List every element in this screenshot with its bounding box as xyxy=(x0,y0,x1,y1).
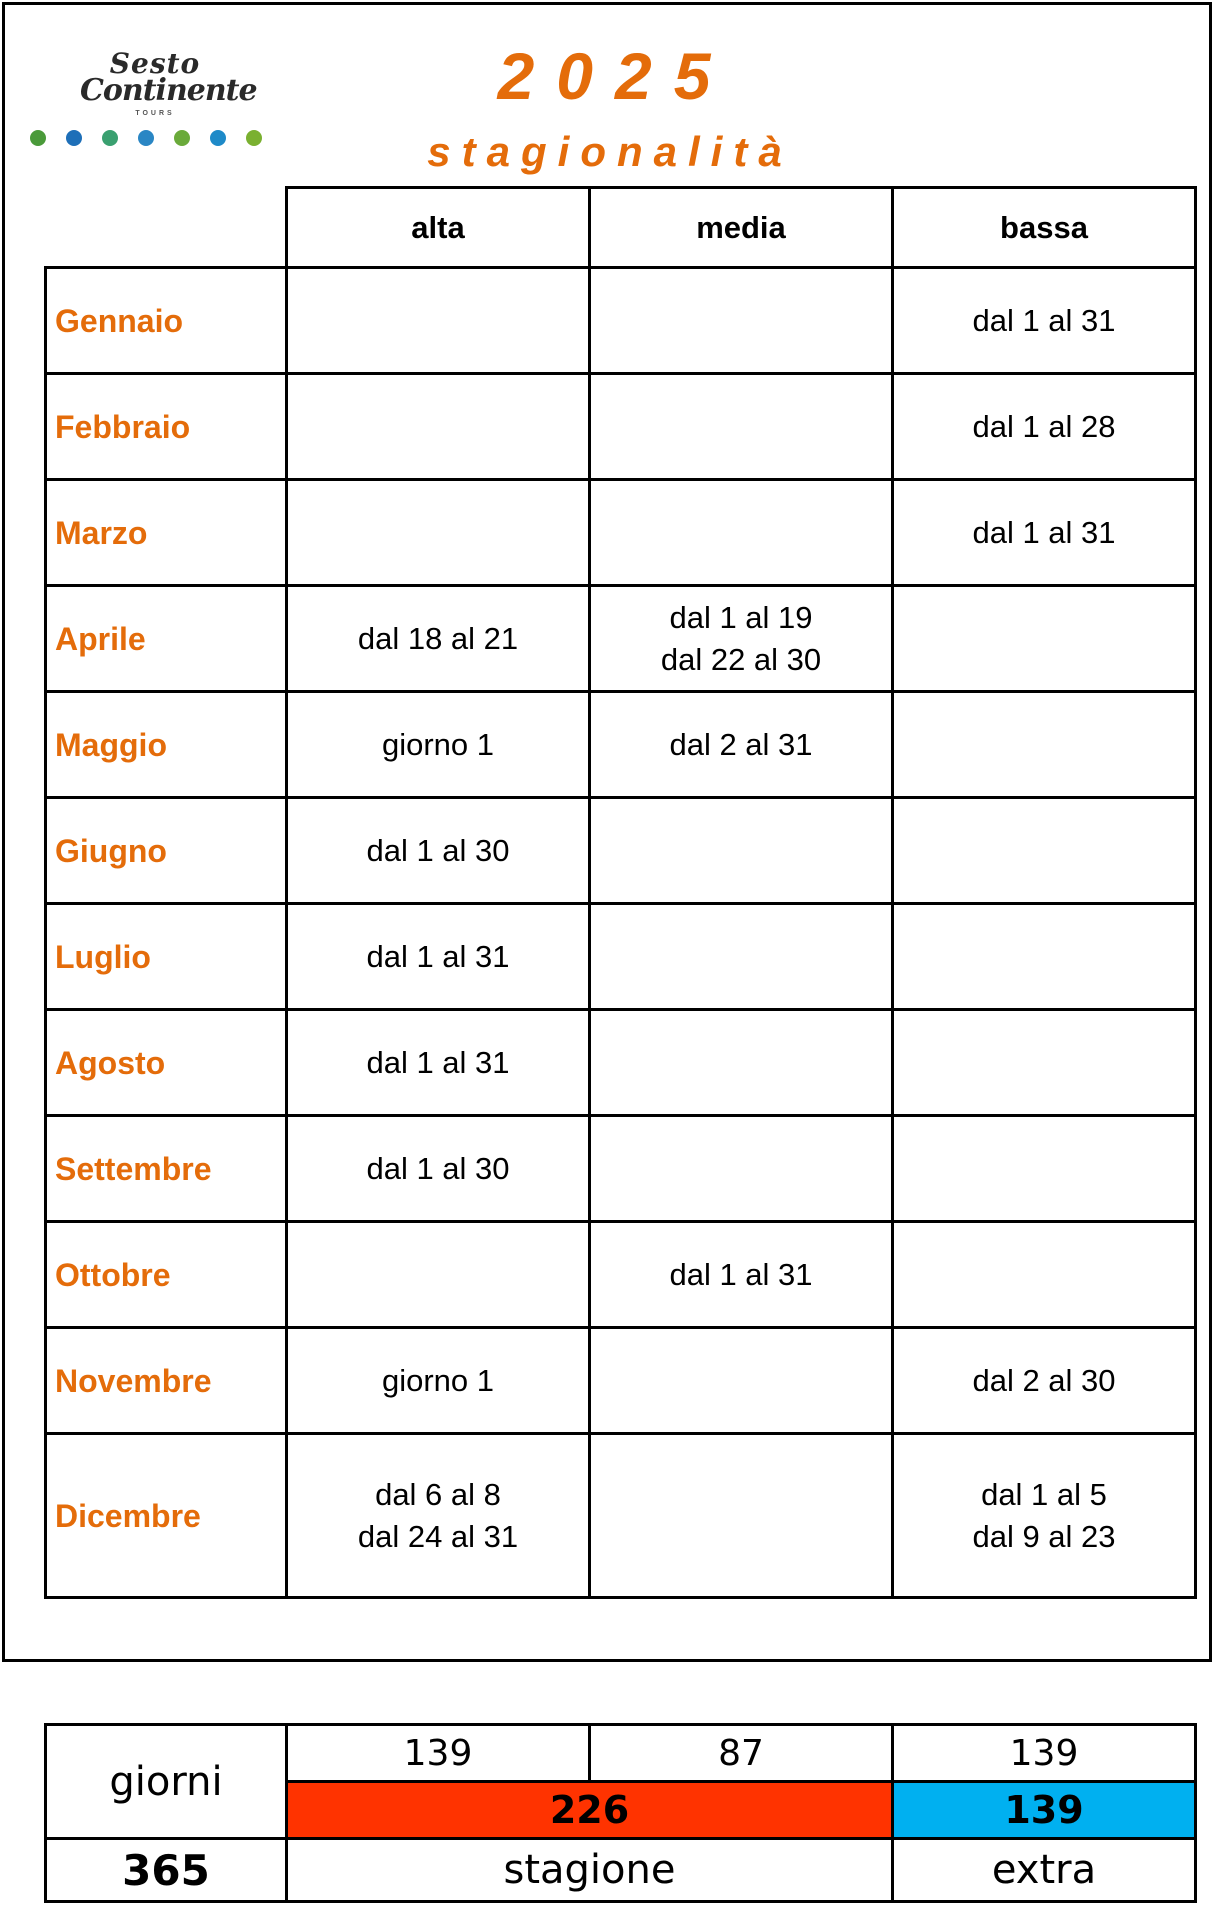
month-label: Novembre xyxy=(46,1328,287,1434)
date-range: dal 1 al 19 xyxy=(669,599,813,635)
cell-alta xyxy=(287,1116,590,1222)
date-range: dal 2 al 30 xyxy=(972,1362,1116,1398)
month-label: Giugno xyxy=(46,798,287,904)
column-header-alta: alta xyxy=(287,188,590,268)
date-range: dal 1 al 30 xyxy=(366,832,510,868)
cell-media xyxy=(590,1434,893,1598)
column-header-media: media xyxy=(590,188,893,268)
cell-alta xyxy=(287,798,590,904)
month-label: Luglio xyxy=(46,904,287,1010)
table-row xyxy=(46,1434,1196,1598)
cell-media xyxy=(590,1328,893,1434)
month-label: Febbraio xyxy=(46,374,287,480)
logo-wordmark xyxy=(80,47,257,117)
logo xyxy=(30,47,262,160)
cell-alta xyxy=(287,1328,590,1434)
bassa-days: 139 xyxy=(893,1725,1196,1782)
media-days: 87 xyxy=(590,1725,893,1782)
table-row xyxy=(46,374,1196,480)
month-label: Gennaio xyxy=(46,268,287,374)
header-blank-cell xyxy=(46,188,287,268)
cell-bassa xyxy=(893,1116,1196,1222)
table-row xyxy=(46,268,1196,374)
column-icon xyxy=(174,130,190,146)
subtitle: stagionalità xyxy=(427,128,793,175)
cell-media xyxy=(590,1116,893,1222)
date-range: dal 1 al 28 xyxy=(972,408,1116,444)
cell-bassa xyxy=(893,1434,1196,1598)
cell-alta xyxy=(287,374,590,480)
cell-alta xyxy=(287,692,590,798)
cell-bassa xyxy=(893,1010,1196,1116)
date-range: dal 1 al 31 xyxy=(972,302,1116,338)
stagione-label: stagione xyxy=(287,1839,893,1902)
year-title: 2025 xyxy=(497,39,733,113)
mountain-icon xyxy=(102,130,118,146)
summary-table xyxy=(44,1723,1197,1903)
cell-alta xyxy=(287,904,590,1010)
cell-media xyxy=(590,904,893,1010)
month-label: Maggio xyxy=(46,692,287,798)
date-range: dal 1 al 30 xyxy=(366,1150,510,1186)
cell-bassa xyxy=(893,586,1196,692)
date-range: dal 1 al 31 xyxy=(972,514,1116,550)
table-row xyxy=(46,904,1196,1010)
date-range: dal 1 al 5 xyxy=(981,1476,1107,1512)
cell-media xyxy=(590,268,893,374)
cell-bassa xyxy=(893,798,1196,904)
summary-days-row xyxy=(46,1725,1196,1782)
cell-alta xyxy=(287,1010,590,1116)
date-range: dal 1 al 31 xyxy=(366,938,510,974)
month-label: Aprile xyxy=(46,586,287,692)
cell-bassa xyxy=(893,480,1196,586)
month-label: Ottobre xyxy=(46,1222,287,1328)
giorni-label: giorni xyxy=(46,1725,287,1839)
cell-bassa xyxy=(893,374,1196,480)
alta-days: 139 xyxy=(287,1725,590,1782)
date-range: dal 2 al 31 xyxy=(669,726,813,762)
date-range: dal 24 al 31 xyxy=(357,1518,519,1554)
column-header-bassa: bassa xyxy=(893,188,1196,268)
cell-bassa xyxy=(893,1328,1196,1434)
cell-alta xyxy=(287,1434,590,1598)
cell-bassa xyxy=(893,1222,1196,1328)
cell-bassa xyxy=(893,904,1196,1010)
fish-icon xyxy=(210,130,226,146)
month-label: Settembre xyxy=(46,1116,287,1222)
cell-media xyxy=(590,798,893,904)
year-total: 365 xyxy=(46,1839,287,1902)
cell-media xyxy=(590,1010,893,1116)
extra-total: 139 xyxy=(893,1782,1196,1839)
season-table xyxy=(44,186,1197,1599)
month-label: Marzo xyxy=(46,480,287,586)
summary-labels-row xyxy=(46,1839,1196,1902)
date-range: dal 1 al 31 xyxy=(366,1044,510,1080)
diver-icon xyxy=(138,130,154,146)
wave-icon xyxy=(66,130,82,146)
table-row xyxy=(46,480,1196,586)
leaf-icon xyxy=(246,130,262,146)
date-range: giorno 1 xyxy=(381,1362,495,1398)
table-row xyxy=(46,798,1196,904)
cell-alta xyxy=(287,268,590,374)
cell-media xyxy=(590,1222,893,1328)
logo-line-3: TOURS xyxy=(135,110,175,117)
cell-bassa xyxy=(893,692,1196,798)
tree-icon xyxy=(30,130,46,146)
table-header-row xyxy=(46,188,1196,268)
table-row xyxy=(46,1328,1196,1434)
cell-alta xyxy=(287,586,590,692)
stagione-total: 226 xyxy=(287,1782,893,1839)
date-range: dal 6 al 8 xyxy=(375,1476,501,1512)
table-row xyxy=(46,1010,1196,1116)
cell-media xyxy=(590,374,893,480)
date-range: dal 22 al 30 xyxy=(660,641,822,677)
logo-line-1: Sesto xyxy=(109,47,201,80)
cell-media xyxy=(590,480,893,586)
cell-alta xyxy=(287,1222,590,1328)
date-range: dal 18 al 21 xyxy=(357,620,519,656)
month-label: Dicembre xyxy=(46,1434,287,1598)
month-label: Agosto xyxy=(46,1010,287,1116)
date-range: dal 9 al 23 xyxy=(972,1518,1116,1554)
logo-line-2: Continente xyxy=(80,73,257,108)
table-row xyxy=(46,692,1196,798)
date-range: dal 1 al 31 xyxy=(669,1256,813,1292)
cell-media xyxy=(590,692,893,798)
table-row xyxy=(46,1116,1196,1222)
table-row xyxy=(46,1222,1196,1328)
cell-bassa xyxy=(893,268,1196,374)
date-range: giorno 1 xyxy=(381,726,495,762)
logo-icon-row xyxy=(30,130,262,146)
cell-media xyxy=(590,586,893,692)
table-row xyxy=(46,586,1196,692)
extra-label: extra xyxy=(893,1839,1196,1902)
cell-alta xyxy=(287,480,590,586)
